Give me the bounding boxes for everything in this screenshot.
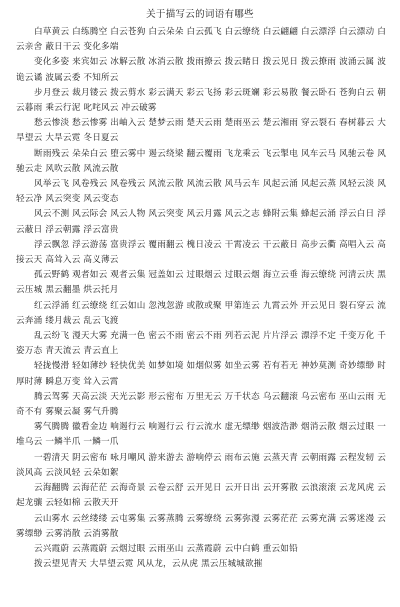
document-body <box>0 20 400 572</box>
paragraph: 一碧清天 阴云密布 咏月嘲风 游来游去 游响停云 雨布云施 云蒸天青 云朝雨露 云程发轫 云淡风高 云淡风轻 云朵如絮 <box>16 452 386 478</box>
paragraph: 白草黄云 白练腾空 白云苍狗 白云朵朵 白云孤飞 白云缭绕 白云翩翩 白云漂浮 白云漂动 白云亲舍 蔽日干云 变化多端 <box>16 27 386 53</box>
document-title: 关于描写云的词语有哪些 <box>146 9 254 20</box>
paragraph: 云山雾水 云丝缕缕 云屯雾集 云雾蒸腾 云雾缭绕 云雾弥漫 云雾茫茫 云雾充满 云雾迷漫 云雾缥缈 云雾消散 云消雾散 <box>16 513 386 539</box>
paragraph: 风举云飞 风卷残云 风卷残云 风流云散 风流云散 风马云车 风起云涌 风起云蒸 风轻云淡 风轻云净 风云突变 风云变态 <box>16 179 386 205</box>
paragraph: 云兴霞蔚 云蒸霞蔚 云烟过眼 云雨巫山 云蒸霞蔚 云中白鹤 重云如铅 <box>34 543 298 554</box>
paragraph: 雾气腾腾 徽看金边 响遏行云 响遏行云 行云流水 虚无缥缈 烟波浩渺 烟消云散 烟云过眼 一堆乌云 一鳞半爪 一鳞一爪 <box>16 422 386 448</box>
paragraph: 云海翻腾 云海茫茫 云海奇景 云卷云舒 云开见日 云开日出 云开雾散 云浪滚滚 云龙风虎 云起龙骧 云轻如棉 云散天开 <box>16 483 386 509</box>
paragraph: 浮云飘忽 浮云游荡 富贵浮云 覆雨翻云 槐日凌云 干霄凌云 干云蔽日 高步云衢 高唱入云 高接云天 高耸入云 高义薄云 <box>16 239 386 266</box>
paragraph: 变化多姿 来宾如云 冰解云散 冰消云散 拨雨撩云 拨云睹日 拨云见日 拨云撩雨 波涌云属 波诡云谲 波属云委 不知所云 <box>16 57 386 83</box>
paragraph: 腾云驾雾 天高云淡 天光云影 形云密布 万里无云 万千状态 乌云翻滚 乌云密布 巫山云雨 无奇不有 雾聚云凝 雾气升腾 <box>16 391 386 418</box>
paragraph: 拨云望见青天 大旱望云霓 风从龙，云从虎 黑云压城城欲摧 <box>34 559 263 570</box>
paragraph: 步月登云 裁月镂云 拨云剪水 彩云满天 彩云飞扬 彩云斑斓 彩云易散 餐云卧石 苍狗白云 朝云暮雨 乘云行泥 叱咤风云 冲云破雾 <box>16 87 386 114</box>
paragraph: 风云不测 风云际会 风云人物 风云突变 风云月露 风云之志 蜂附云集 蜂起云涌 浮云白日 浮云蔽日 浮云朝露 浮云富贵 <box>16 209 386 235</box>
paragraph: 乱云纷飞 漫天大雾 充满一色 密云不雨 密云不雨 列若云泥 片片浮云 漂浮不定 千变万化 千姿万态 青天流云 青云直上 <box>16 331 386 357</box>
paragraph: 愁云惨淡 愁云惨雾 出岫入云 楚梦云雨 楚天云雨 楚雨巫云 楚云湘雨 穿云裂石 春树暮云 大旱望云 大旱云霓 冬日夏云 <box>16 118 386 144</box>
paragraph: 轻拢慢滑 轻如薄纱 轻快优美 如梦如境 如烟似雾 如坐云雾 若有若无 神妙莫测 奇妙缥缈 时厚时薄 瞬息万变 耸入云霄 <box>16 361 386 387</box>
paragraph: 断雨残云 朵朵白云 堕云雾中 遏云绕梁 翻云覆雨 飞龙乘云 飞云掣电 风车云马 风驰云卷 风驰云走 风吹云散 风流云散 <box>16 148 386 174</box>
paragraph: 红云浮涌 红云缭绕 红云如山 忽洩忽游 或散或聚 甲第连云 九霄云外 开云见日 裂石穿云 流云奔涌 缕月裁云 乱云飞渡 <box>16 300 386 326</box>
paragraph: 孤云野鹤 观者如云 观者云集 冠盖如云 过眼烟云 过眼云烟 海立云垂 海云缭绕 河清云庆 黑云压城 黑云翻墨 烘云托月 <box>16 270 386 296</box>
